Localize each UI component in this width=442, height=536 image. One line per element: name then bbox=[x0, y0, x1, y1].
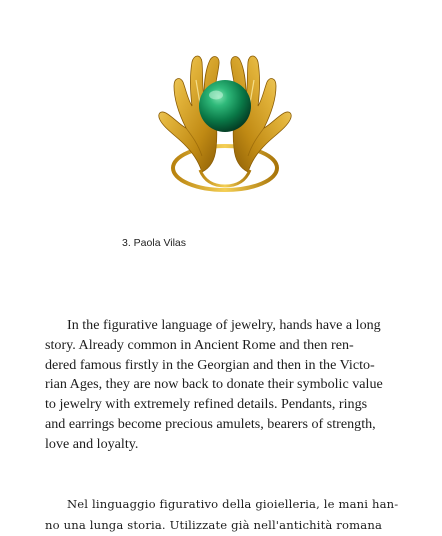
english-line: story. Already common in Ancient Rome and then ren- bbox=[45, 336, 354, 353]
ring-band bbox=[173, 146, 277, 190]
english-line: dered famous firstly in the Georgian and then in the Victo- bbox=[45, 356, 375, 373]
english-line: In the figurative language of jewelry, hands have a long bbox=[67, 317, 381, 333]
english-line: to jewelry with extremely refined details. Pendants, rings bbox=[45, 396, 368, 413]
english-line: rian Ages, they are now back to donate their symbolic value bbox=[45, 376, 383, 393]
figure-caption: 3. Paola Vilas bbox=[122, 237, 187, 249]
italian-line: no una lunga storia. Utilizzate già nell'antichità romana bbox=[45, 518, 383, 532]
english-line: love and loyalty. bbox=[45, 435, 139, 452]
english-paragraph bbox=[45, 316, 415, 455]
ring-photo bbox=[140, 40, 310, 200]
italian-line: Nel linguaggio figurativo della gioielleria, le mani han- bbox=[67, 497, 399, 511]
english-line: and earrings become precious amulets, bearers of strength, bbox=[45, 415, 376, 432]
green-stone bbox=[199, 80, 251, 132]
